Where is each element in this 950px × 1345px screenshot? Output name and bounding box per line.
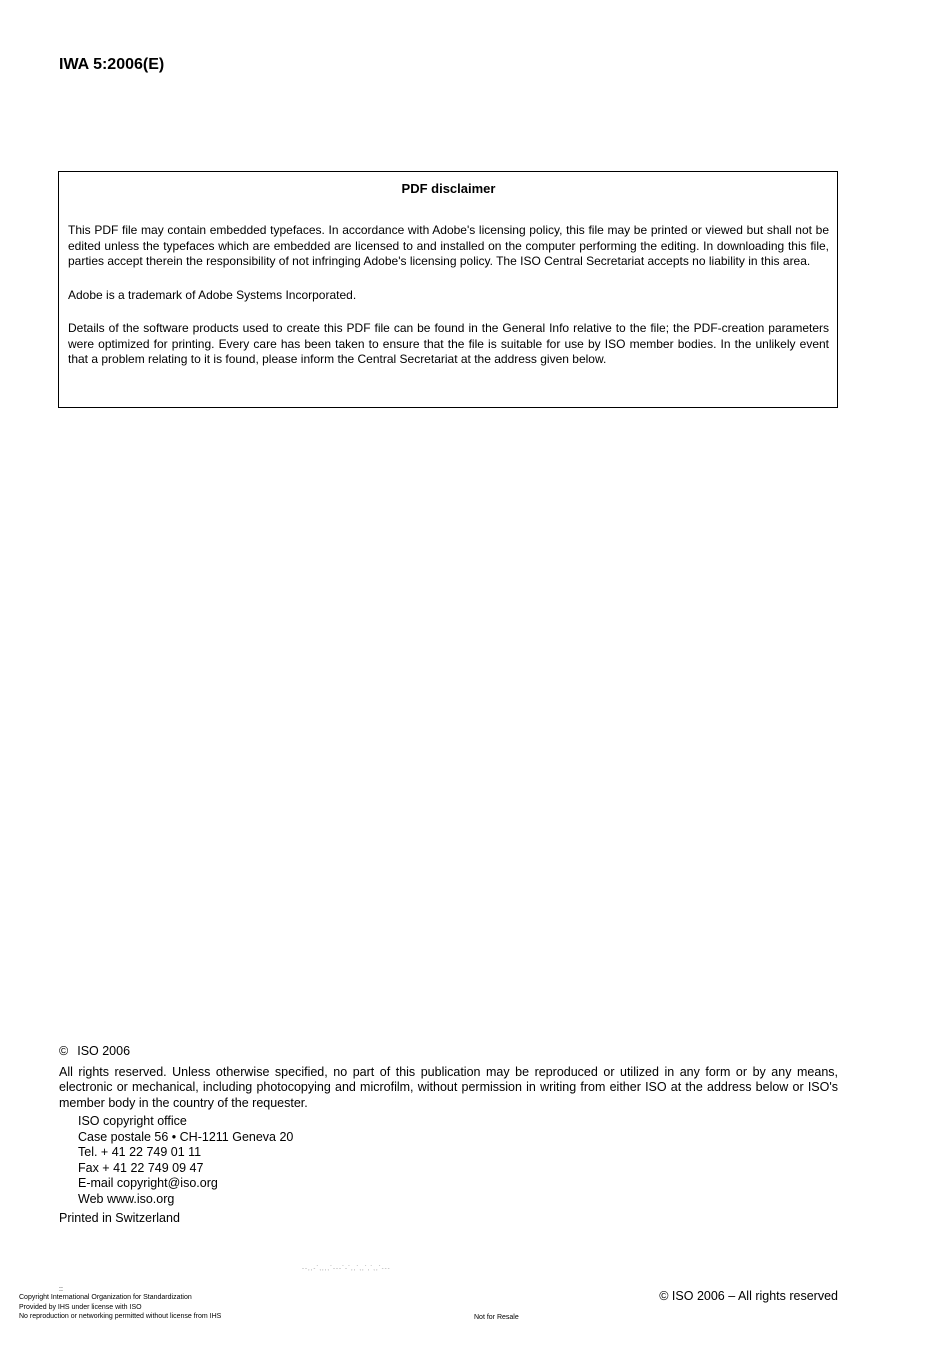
address-line-email: E-mail copyright@iso.org bbox=[78, 1176, 218, 1190]
copyright-heading bbox=[59, 1044, 838, 1060]
provider-line-license: Provided by IHS under license with ISO bbox=[19, 1303, 142, 1311]
disclaimer-paragraph-trademark: Adobe is a trademark of Adobe Systems Incorporated. bbox=[68, 287, 357, 302]
provider-notice bbox=[19, 1287, 221, 1322]
disclaimer-title: PDF disclaimer bbox=[401, 181, 496, 196]
address-line-web: Web www.iso.org bbox=[78, 1191, 175, 1206]
rights-statement: All rights reserved. Unless otherwise specified, no part of this publication may be reproduced or utilized in any form or by any means, electronic or mechanical, including photocopying and microfilm, without permission in writing from either ISO at the address below or ISO's member body in the country of the requester. bbox=[59, 1064, 838, 1110]
address-line-office: ISO copyright office bbox=[78, 1114, 187, 1128]
disclaimer-paragraph-typefaces: This PDF file may contain embedded typefaces. In accordance with Adobe's licensing policy, this file may be printed or viewed but shall not be edited unless the typefaces which are embedded are licensed to and installed on the computer performing the editing. In downloading this file, parties accept therein the responsibility of not infringing Adobe's licensing policy. The ISO Central Secretariat accepts no liability in this area. bbox=[68, 223, 829, 268]
scan-artifact-text: --,,-`,,,,`---`-`,,`,,`,`,,`--- bbox=[302, 1266, 391, 1272]
iso-copyright-office-address bbox=[59, 1114, 838, 1207]
printed-in: Printed in Switzerland bbox=[59, 1211, 180, 1225]
provider-line-restriction: No reproduction or networking permitted without license from IHS bbox=[19, 1313, 222, 1320]
page-footer-copyright: © ISO 2006 – All rights reserved bbox=[659, 1289, 838, 1303]
disclaimer-paragraph-software: Details of the software products used to create this PDF file can be found in the General Info relative to the file; the PDF-creation parameters were optimized for printing. Every care has been taken to ensure that the file is suitable for use by ISO member bodies. In the unlikely event that a problem relating to it is found, please inform the Central Secretariat at the address given below. bbox=[68, 321, 829, 366]
document-identifier: IWA 5:2006(E) bbox=[59, 56, 165, 73]
address-line-fax: Fax + 41 22 749 09 47 bbox=[78, 1160, 204, 1175]
copyright-notice bbox=[59, 1044, 838, 1227]
provider-line-copyright: Copyright International Organization for Standardization bbox=[19, 1294, 192, 1301]
address-line-postal: Case postale 56 • CH-1211 Geneva 20 bbox=[78, 1129, 294, 1144]
copyright-holder: ISO 2006 bbox=[77, 1044, 131, 1058]
copyright-symbol: © bbox=[59, 1044, 69, 1058]
not-for-resale-label: Not for Resale bbox=[474, 1314, 519, 1321]
address-line-tel: Tel. + 41 22 749 01 11 bbox=[78, 1145, 202, 1159]
provider-mark: :: bbox=[59, 1286, 63, 1293]
pdf-disclaimer-box bbox=[58, 171, 838, 408]
